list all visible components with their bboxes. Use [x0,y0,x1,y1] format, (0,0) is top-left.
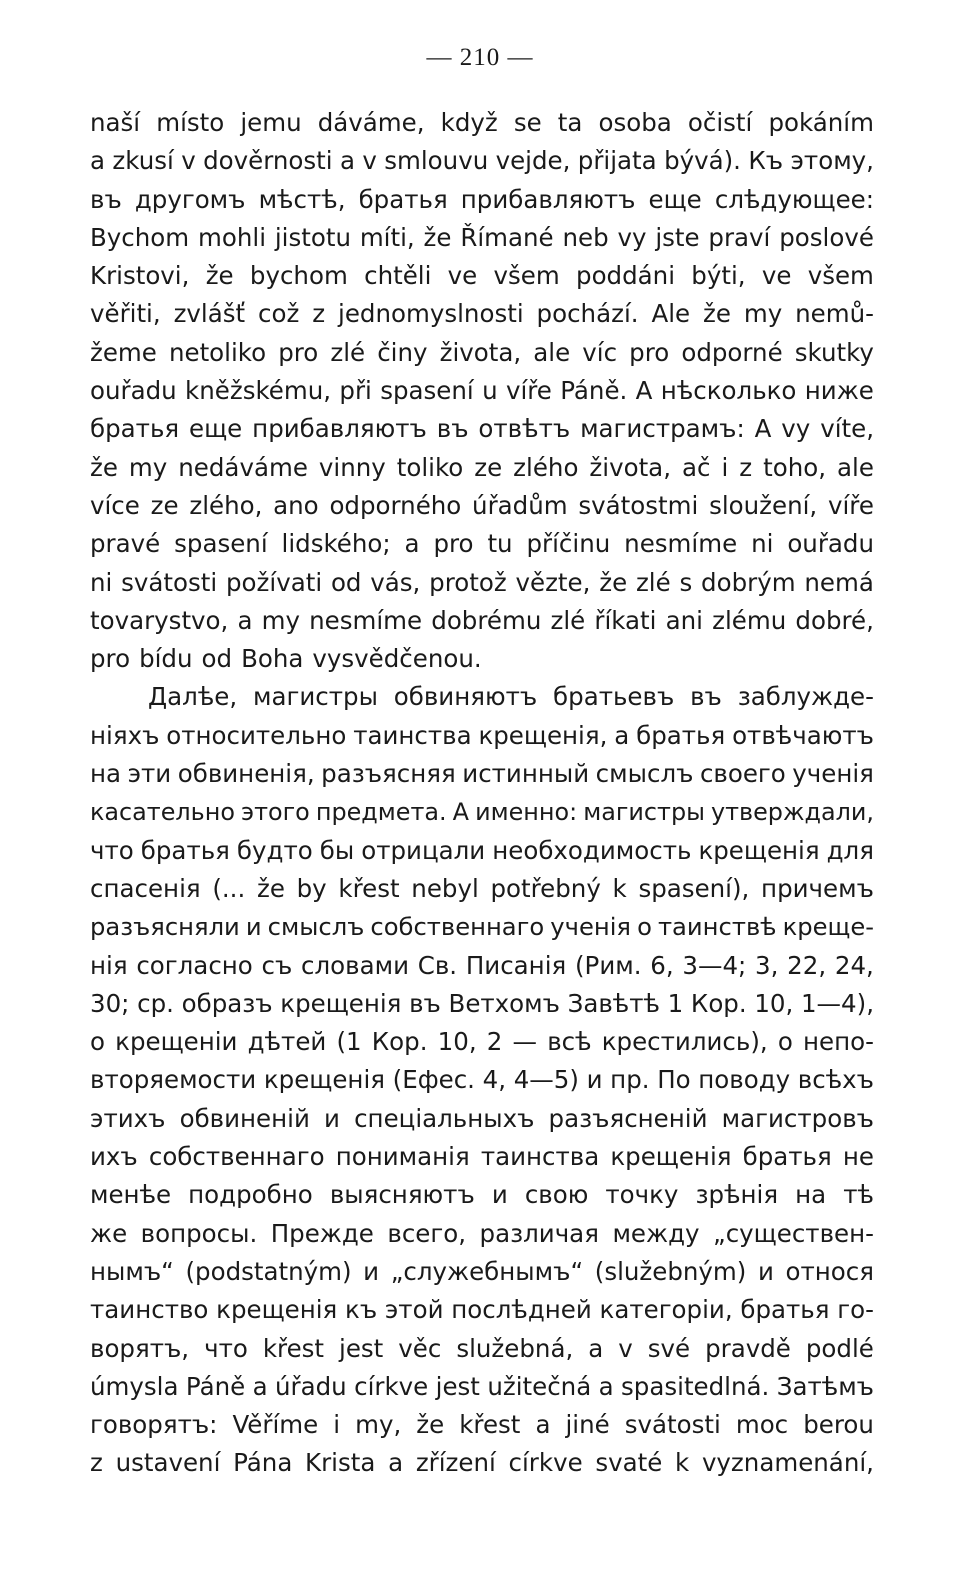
text-line: же вопросы. Прежде всего, различая между „существен- [90,1218,874,1248]
text-line: касательно этого предмета. А именно: магистры утверждали, [90,798,874,827]
text-line: говорятъ: Věříme i my, že křest a jiné svátosti moc berou [90,1410,874,1440]
text-line: pravé spasení lidského; a pro tu příčinu nesmíme ni ouřadu [90,529,874,559]
text-line: нія согласно съ словами Св. Писанія (Рим. 6, 3—4; 3, 22, 24, [90,950,874,980]
text-line: více ze zlého, ano odporného úřadům svátostmi sloužení, víře [90,490,874,520]
page-number: — 210 — [426,44,534,71]
text-line: ouřadu kněžskému, při spasení u víře Páně. А нѣсколько ниже [90,376,874,406]
text-line: 30; ср. образъ крещенія въ Ветхомъ Завѣтѣ 1 Кор. 10, 1—4), [90,988,874,1018]
text-line: tovarystvo, a my nesmíme dobrému zlé říkati ani zlému dobré, [90,605,874,635]
text-line: на эти обвиненія, разъясняя истинный смыслъ своего ученія [90,759,874,789]
text-line: Далѣе, магистры обвиняютъ братьевъ въ заблужде- [148,682,874,712]
text-line: pro bídu od Boha vysvědčenou. [90,644,482,674]
text-line: úmysla Páně a úřadu církve jest užitečná a spasitedlná. Затѣмъ [90,1371,874,1401]
text-line: нымъ“ (podstatným) и „служебнымъ“ (služebným) и относя [90,1256,874,1286]
text-line: таинство крещенія къ этой послѣдней категоріи, братья го- [90,1295,874,1325]
body-text [90,104,874,1483]
text-line: менѣе подробно выясняютъ и свою точку зрѣнія на тѣ [90,1180,874,1210]
text-line: ихъ собственнаго пониманія таинства крещенія братья не [90,1142,874,1172]
text-line: a zkusí v dověrnosti a v smlouvu vejde, přijata bývá). Къ этому, [90,146,874,176]
text-line: вторяемости крещенія (Ефес. 4, 4—5) и пр. По поводу всѣхъ [90,1065,874,1095]
text-line: братья еще прибавляютъ въ отвѣтъ магистрамъ: A vy víte, [90,414,874,444]
text-line: ni svátosti požívati od vás, protož vězte, že zlé s dobrým nemá [90,567,874,597]
text-line: въ другомъ мѣстѣ, братья прибавляютъ еще слѣдующее: [90,184,874,214]
text-line: naší místo jemu dáváme, když se ta osoba očistí pokáním [90,108,874,137]
text-line: Bychom mohli jistotu míti, že Římané neb vy jste praví poslové [90,222,874,252]
text-line: Kristovi, že bychom chtěli ve všem poddáni býti, ve všem [90,261,874,291]
text-line: ніяхъ относительно таинства крещенія, а братья отвѣчаютъ [90,720,874,750]
text-line: что братья будто бы отрицали необходимость крещенія для [90,835,874,865]
text-line: ворятъ, что křest jest věc služebná, a v své pravdě podlé [90,1333,874,1363]
text-line: разъясняли и смыслъ собственнаго ученія о таинствѣ креще- [90,912,874,942]
text-line: этихъ обвиненій и спеціальныхъ разъясненій магистровъ [90,1103,874,1133]
text-line: že my nedáváme vinny toliko ze zlého života, ač i z toho, ale [90,452,874,482]
text-line: z ustavení Pána Krista a zřízení církve svaté k vyznamenání, [90,1448,874,1478]
text-line: žeme netoliko pro zlé činy života, ale víc pro odporné skutky [90,337,874,367]
text-line: спасенія (... že by křest nebyl potřebný k spasení), причемъ [90,873,874,903]
text-line: věřiti, zvlášť což z jednomyslnosti pochází. Ale že my nemů- [90,299,874,329]
text-line: о крещеніи дѣтей (1 Кор. 10, 2 — всѣ крестились), о непо- [90,1027,874,1057]
